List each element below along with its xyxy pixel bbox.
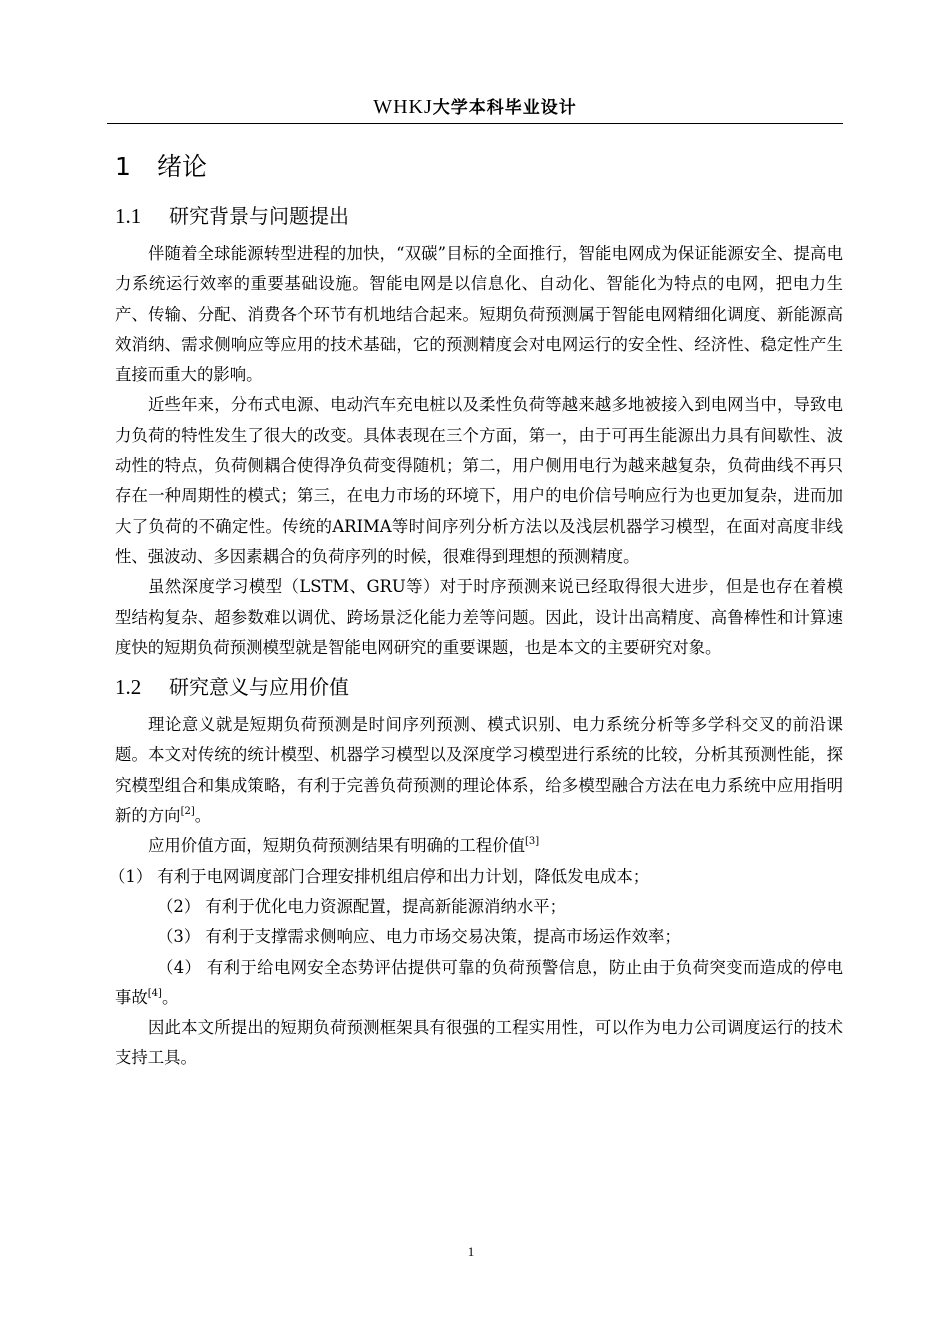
citation: [4] <box>147 987 162 999</box>
paragraph <box>115 831 843 861</box>
section-heading-1-1 <box>115 201 843 231</box>
paragraph-text: 应用价值方面，短期负荷预测结果有明确的工程价值 <box>148 836 525 856</box>
list-item: （2） 有利于优化电力资源配置，提高新能源消纳水平； <box>157 896 567 916</box>
section-title: 研究意义与应用价值 <box>169 675 349 700</box>
header-rule <box>107 123 843 124</box>
list-item-text: （4） 有利于给电网安全态势评估提供可靠的负荷预警信息，防止由于负荷突变而造成的停电事故 <box>115 957 843 1007</box>
section-heading-1-2 <box>115 672 843 702</box>
paragraph: 近些年来，分布式电源、电动汽车充电桩以及柔性负荷等越来越多地被接入到电网当中，导致电力负荷的特性发生了很大的改变。具体表现在三个方面，第一，由于可再生能源出力具有间歇性、波动性的特点，负荷侧耦合使得净负荷变得随机；第二，用户侧用电行为越来越复杂，负荷曲线不再只存在一种周期性的模式；第三，在电力市场的环境下，用户的电价信号响应行为也更加复杂，进而加大了负荷的不确定性。传统的ARIMA等时间序列分析方法以及浅层机器学习模型，在面对高度非线性、强波动、多因素耦合的负荷序列的时候，很难得到理想的预测精度。 <box>115 395 843 566</box>
list-item <box>115 953 843 1014</box>
paragraph-end: 。 <box>194 806 212 826</box>
page-number: 1 <box>467 1244 475 1259</box>
paragraph: 虽然深度学习模型（LSTM、GRU等）对于时序预测来说已经取得很大进步，但是也存在着模型结构复杂、超参数难以调优、跨场景泛化能力差等问题。因此，设计出高精度、高鲁棒性和计算速度快的短期负荷预测模型就是智能电网研究的重要课题，也是本文的主要研究对象。 <box>115 577 843 657</box>
section-number: 1.2 <box>115 675 142 700</box>
page-body <box>109 150 843 1074</box>
paragraph: 伴随着全球能源转型进程的加快，“双碳”目标的全面推行，智能电网成为保证能源安全、提高电力系统运行效率的重要基础设施。智能电网是以信息化、自动化、智能化为特点的电网，把电力生产、传输、分配、消费各个环节有机地结合起来。短期负荷预测属于智能电网精细化调度、新能源高效消纳、需求侧响应等应用的技术基础，它的预测精度会对电网运行的安全性、经济性、稳定性产生直接而重大的影响。 <box>115 244 843 385</box>
chapter-heading <box>115 150 843 184</box>
section-title: 研究背景与问题提出 <box>169 204 349 228</box>
list-item: （3） 有利于支撑需求侧响应、电力市场交易决策，提高市场运作效率； <box>157 927 681 947</box>
page-header <box>107 92 843 122</box>
section-number: 1.1 <box>115 204 142 228</box>
paragraph: 因此本文所提出的短期负荷预测框架具有很强的工程实用性，可以作为电力公司调度运行的技术支持工具。 <box>115 1018 843 1068</box>
chapter-title: 绪论 <box>157 152 208 181</box>
list-item: （1） 有利于电网调度部门合理安排机组启停和出力计划，降低发电成本； <box>109 866 650 886</box>
chapter-number: 1 <box>115 152 131 181</box>
citation: [2] <box>180 806 195 818</box>
list-item-end: 。 <box>161 987 179 1007</box>
paragraph-text: 理论意义就是短期负荷预测是时间序列预测、模式识别、电力系统分析等多学科交叉的前沿课题。本文对传统的统计模型、机器学习模型以及深度学习模型进行系统的比较，分析其预测性能，探究模型组合和集成策略，有利于完善负荷预测的理论体系，给多模型融合方法在电力系统中应用指明新的方向 <box>115 715 843 826</box>
header-brand: WHKJ <box>373 96 433 118</box>
paragraph <box>115 710 843 831</box>
header-title: 大学本科毕业设计 <box>432 98 577 118</box>
citation: [3] <box>524 836 540 848</box>
